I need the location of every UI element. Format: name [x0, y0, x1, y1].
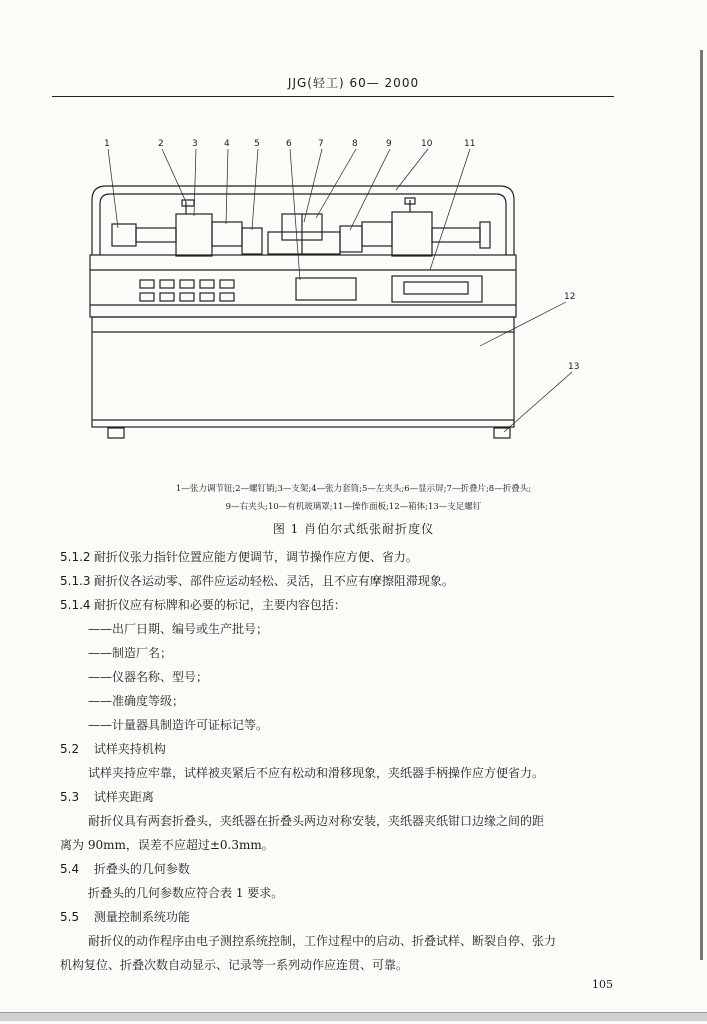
label-4: 4 [224, 139, 230, 149]
section-5-5-body-line-1: 耐折仪的动作程序由电子测控系统控制，工作过程中的启动、折叠试样、断裂自停、张力 [88, 934, 557, 948]
section-5-3-body-line-2: 离为 90mm，误差不应超过±0.3mm。 [60, 838, 274, 852]
section-5-4-heading: 5.4 折叠头的几何参数 [60, 862, 190, 876]
section-5-3-body-line-1: 耐折仪具有两套折叠头，夹纸器在折叠头两边对称安装，夹纸器夹纸钳口边缘之间的距 [88, 814, 545, 828]
running-header: JJG(轻工) 60— 2000 [287, 76, 420, 90]
section-5-3-heading: 5.3 试样夹距离 [60, 790, 154, 804]
label-12: 12 [564, 292, 576, 302]
label-5: 5 [254, 139, 260, 149]
clause-5-1-2: 5.1.2 耐折仪张力指针位置应能方便调节，调节操作应方便、省力。 [60, 550, 418, 564]
left-bracket [176, 214, 212, 256]
list-item: ——出厂日期、编号或生产批号； [88, 622, 269, 636]
label-13: 13 [568, 362, 580, 372]
label-10: 10 [421, 139, 433, 149]
label-7: 7 [318, 139, 324, 149]
clause-5-1-4: 5.1.4 耐折仪应有标牌和必要的标记，主要内容包括： [60, 598, 346, 612]
section-5-4-body: 折叠头的几何参数应符合表 1 要求。 [88, 886, 284, 900]
section-5-2-heading: 5.2 试样夹持机构 [60, 742, 166, 756]
glass-cover [92, 186, 514, 255]
label-11: 11 [464, 139, 476, 149]
label-3: 3 [192, 139, 198, 149]
section-5-5-heading: 5.5 测量控制系统功能 [60, 910, 190, 924]
scan-bottom-strip [0, 1012, 707, 1021]
list-item: ——仪器名称、型号； [88, 670, 209, 684]
figure-caption-line-2: 9—右夹头;10—有机玻璃罩;11—操作面板;12—箱体;13—支足螺钉 [225, 502, 482, 512]
label-2: 2 [158, 139, 164, 149]
list-item: ——准确度等级； [88, 694, 185, 708]
section-5-5-body-line-2: 机构复位、折叠次数自动显示、记录等一系列动作应连贯、可靠。 [60, 958, 409, 972]
clause-5-1-3: 5.1.3 耐折仪各运动零、部件应运动轻松、灵活，且不应有摩擦阻滞现象。 [60, 574, 454, 588]
right-bracket [392, 212, 432, 256]
label-6: 6 [286, 139, 292, 149]
left-clamp [242, 228, 262, 254]
list-item: ——计量器具制造许可证标记等。 [88, 718, 269, 732]
list-item: ——制造厂名； [88, 646, 173, 660]
figure-title: 图 1 肖伯尔式纸张耐折度仪 [272, 522, 435, 536]
page-number: 105 [592, 978, 613, 991]
tension-knob [112, 224, 136, 246]
right-clamp [340, 226, 362, 252]
figure-caption-line-1: 1—张力调节钮;2—螺钉销;3—支架;4—张力套筒;5—左夹头;6—显示屏;7—折叠片;8—折叠头; [175, 484, 532, 494]
label-8: 8 [352, 139, 358, 149]
label-9: 9 [386, 139, 392, 149]
display-screen [296, 278, 356, 300]
foot-right [494, 428, 510, 438]
section-5-2-body: 试样夹持应牢靠，试样被夹紧后不应有松动和滑移现象，夹纸器手柄操作应方便省力。 [88, 766, 545, 780]
label-1: 1 [104, 139, 110, 149]
cabinet-body [92, 317, 514, 427]
foot-left [108, 428, 124, 438]
